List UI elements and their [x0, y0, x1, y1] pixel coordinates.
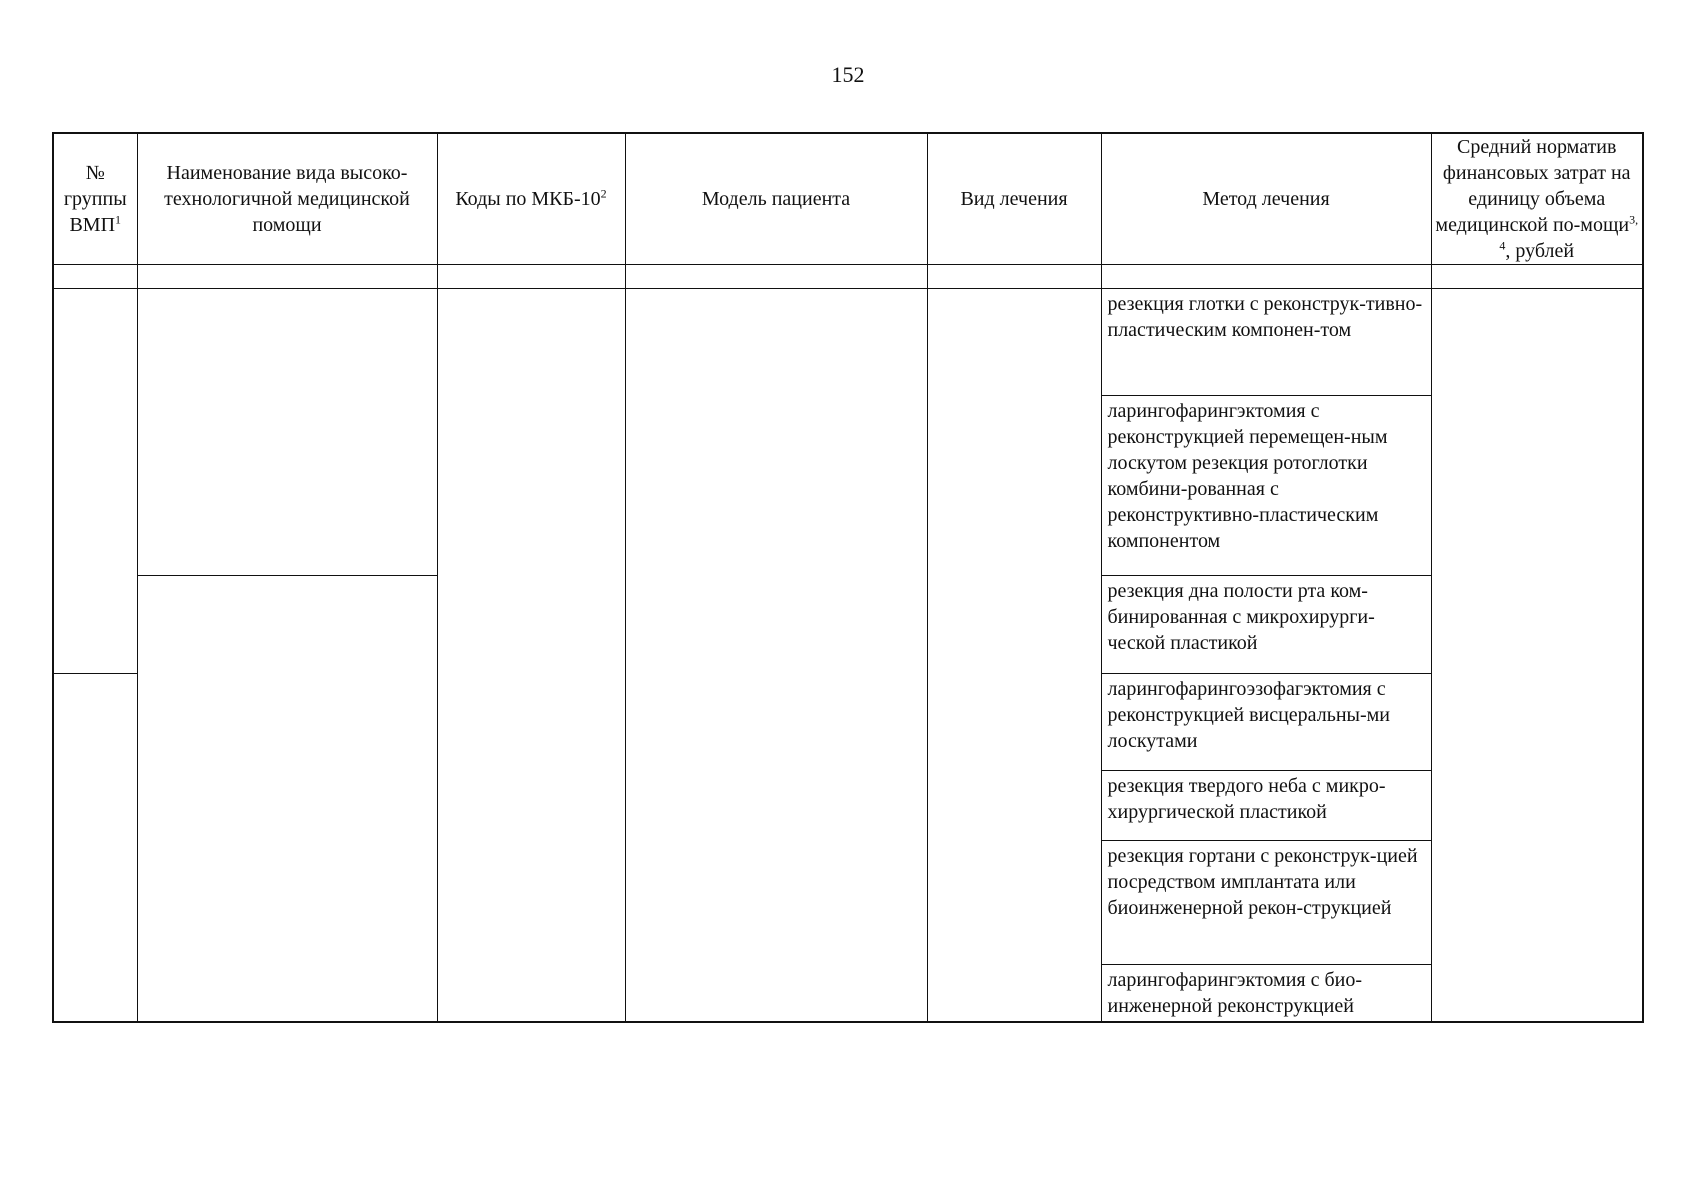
method-cell: резекция твердого неба с микро-хирургической пластикой [1101, 771, 1431, 841]
method-cell: ларингофарингэктомия с реконструкцией перемещен-ным лоскутом резекция ротоглотки комбини-рованная с реконструктивно-пластическим компонентом [1101, 396, 1431, 576]
cost-cell [1431, 289, 1643, 1023]
method-cell: ларингофарингоэзофагэктомия с реконструкцией висцеральны-ми лоскутами [1101, 674, 1431, 771]
header-row [53, 133, 1643, 265]
method-cell: резекция гортани с реконструк-цией посредством имплантата или биоинженерной рекон-струкцией [1101, 841, 1431, 965]
column-number-row [53, 265, 1643, 289]
care-name-cell [137, 289, 437, 576]
header-treatment-method: Метод лечения [1101, 133, 1431, 265]
header-icd-codes: Коды по МКБ-$10^2$ [437, 133, 625, 265]
method-cell: резекция дна полости рта ком-бинированная с микрохирурги-ческой пластикой [1101, 576, 1431, 674]
header-cost-standard: Средний норматив финансовых затрат на единицу объема медицинской по-мощи$^{3, 4}$, рублей [1431, 133, 1643, 265]
header-care-name: Наименование вида высоко-технологичной медицинской помощи [137, 133, 437, 265]
group-number-cell [53, 674, 137, 1023]
page-number: 152 [831, 62, 865, 87]
method-cell: ларингофарингэктомия с био-инженерной реконструкцией [1101, 965, 1431, 1023]
header-patient-model: Модель пациента [625, 133, 927, 265]
method-cell: резекция глотки с реконструк-тивно-пластическим компонен-том [1101, 289, 1431, 396]
table-row [53, 289, 1643, 396]
header-treatment-type: Вид лечения [927, 133, 1101, 265]
treatment-type-cell [927, 289, 1101, 1023]
patient-model-cell [625, 289, 927, 1023]
care-name-cell [137, 576, 437, 1023]
icd-codes-cell [437, 289, 625, 1023]
group-number-cell [53, 289, 137, 674]
header-group-number: № группы ВМП$^1$ [53, 133, 137, 265]
vmp-table [52, 132, 1644, 1023]
